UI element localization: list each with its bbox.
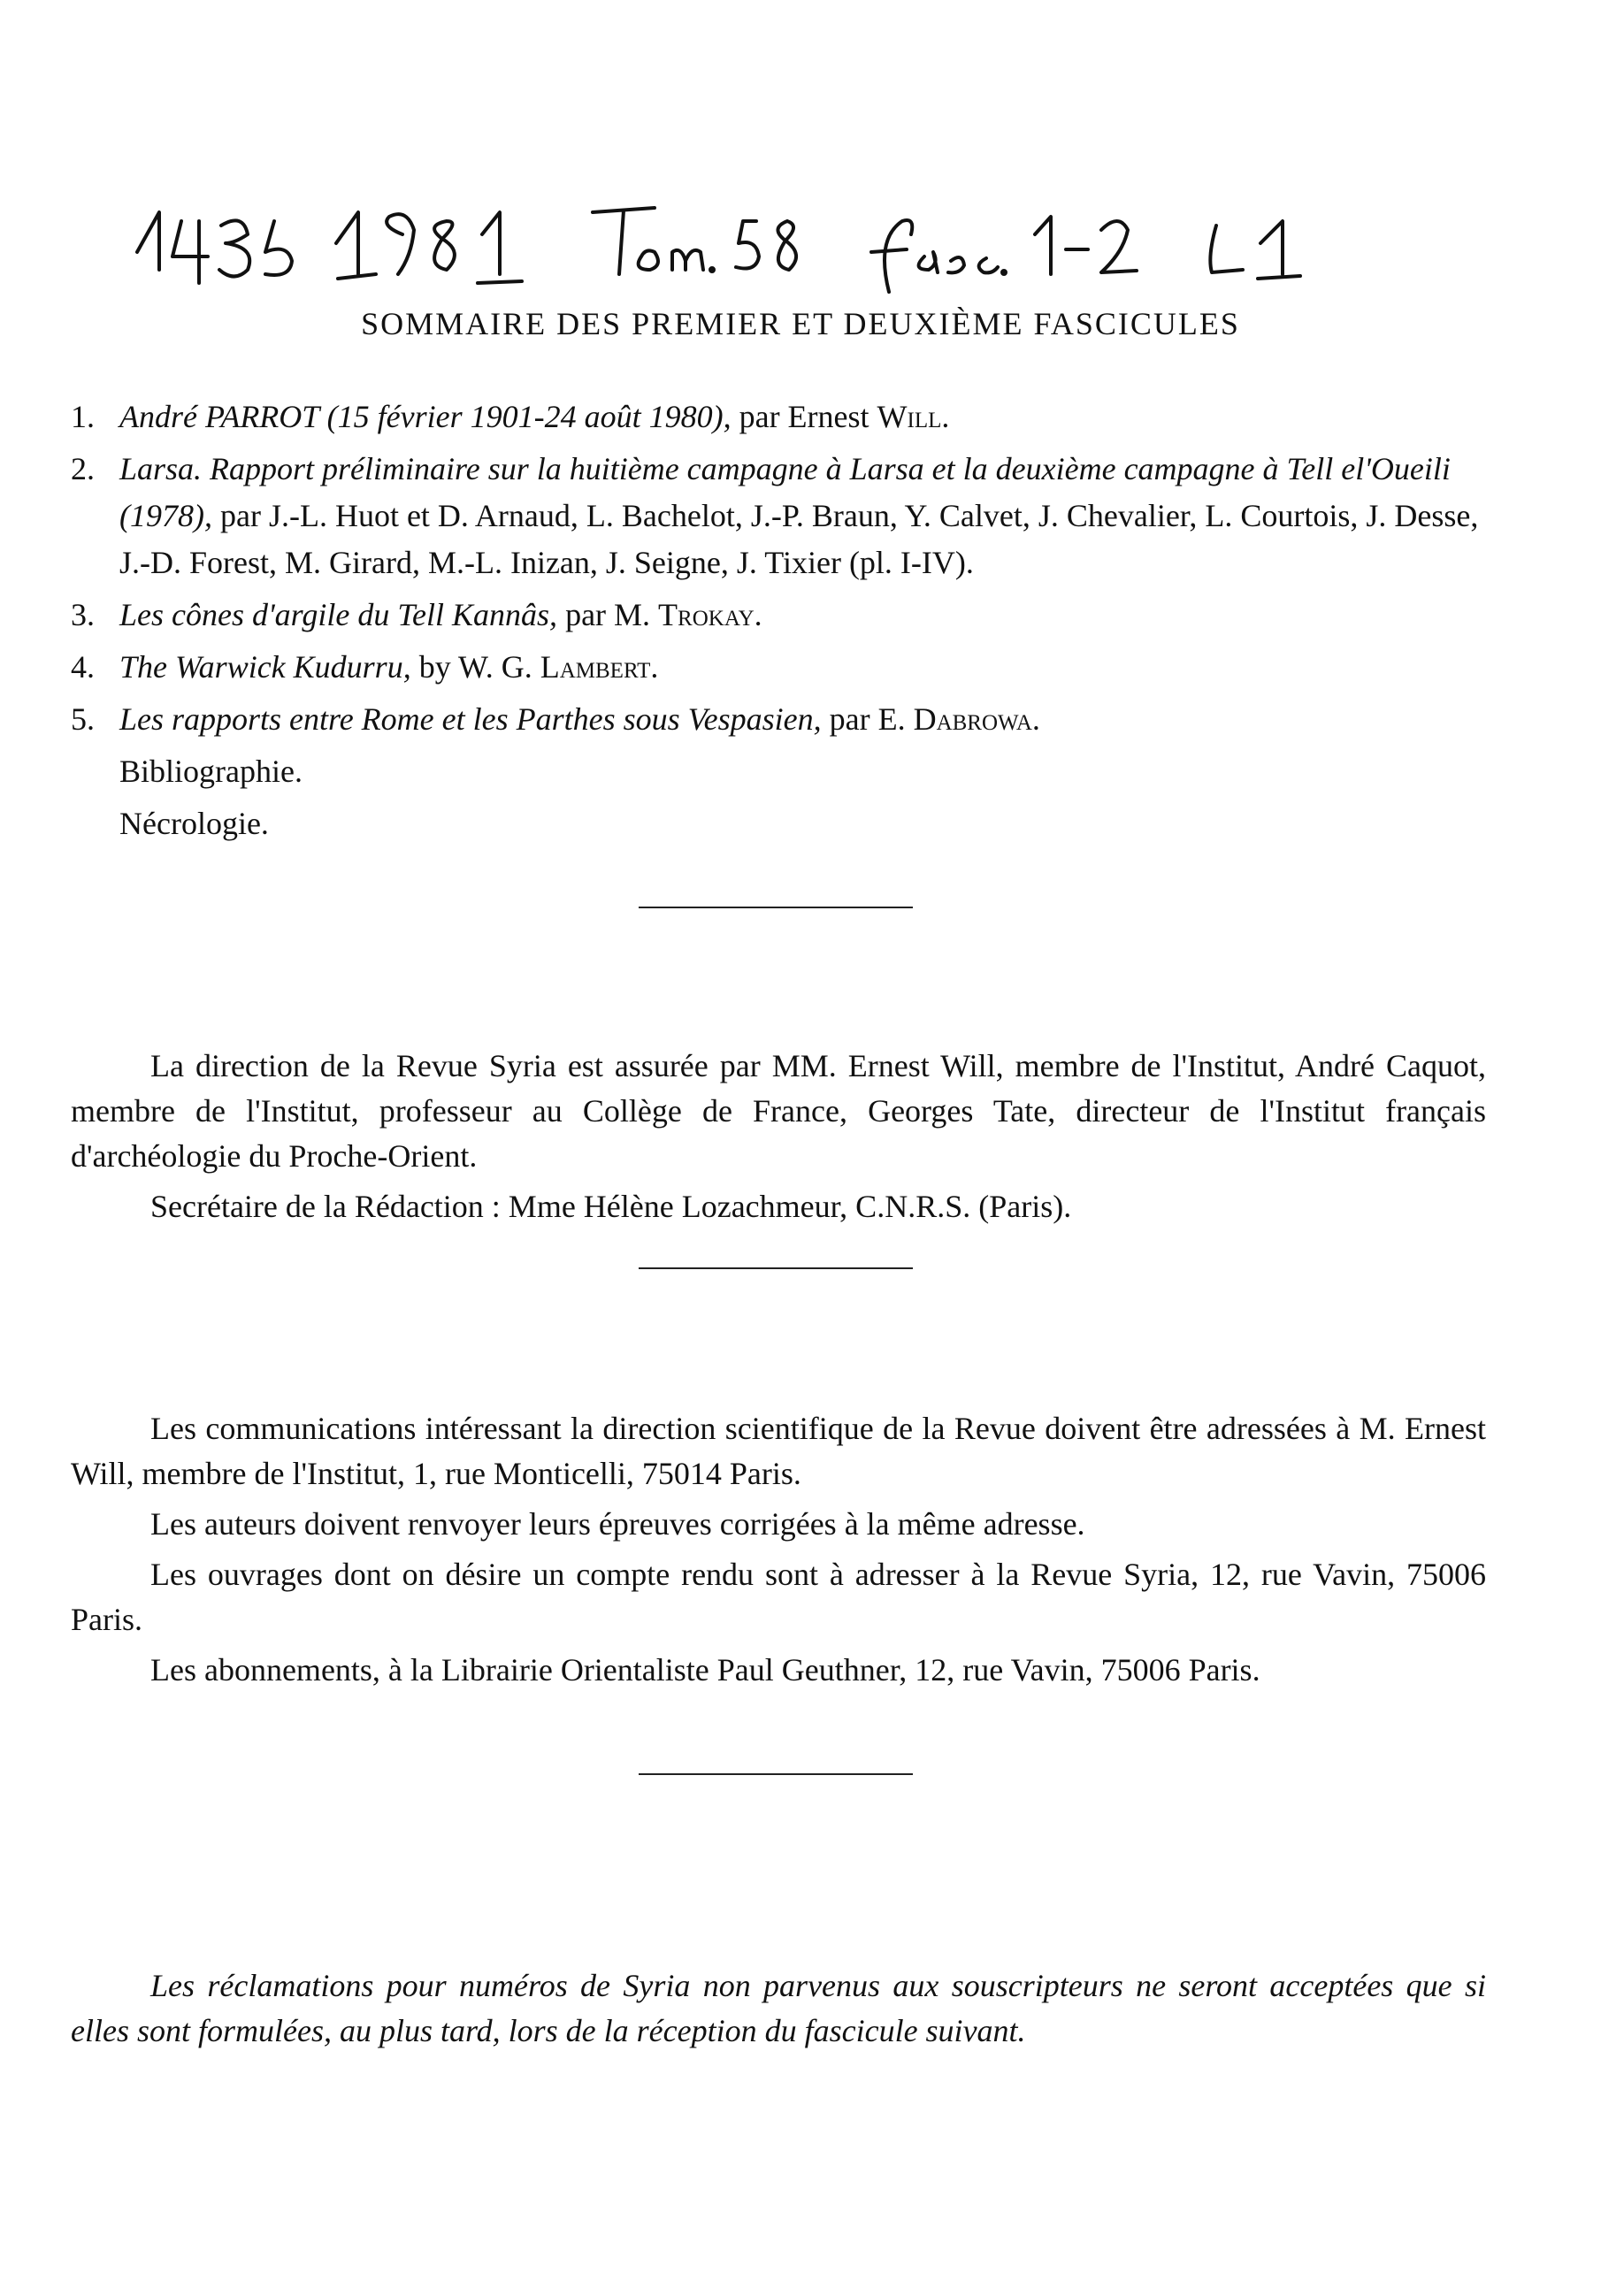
toc-necrologie: Nécrologie. (119, 806, 269, 841)
communications-paragraph: Les communications intéressant la direction scientifique de la Revue doivent être adressées à M. Ernest Will, membre de l'Institut, 1, rue Monticelli, 75014 Paris. (71, 1411, 1486, 1491)
toc-entry-author: Will (877, 399, 942, 434)
toc-entry-tail: . (941, 399, 950, 434)
toc-entry-title: The Warwick Kudurru, (119, 649, 411, 685)
secretary-paragraph: Secrétaire de la Rédaction : Mme Hélène Lozachmeur, C.N.R.S. (Paris). (150, 1189, 1072, 1224)
toc-entry-title: André PARROT (15 février 1901-24 août 1980), (119, 399, 732, 434)
toc-entry-author: Lambert (540, 649, 651, 685)
toc-entry-tail: . (1031, 701, 1040, 737)
toc-entry-number: 5. (71, 701, 95, 737)
toc-entry-byline: par M. (557, 597, 659, 632)
toc-entry-tail: . (650, 649, 659, 685)
toc-entry-title: Larsa. Rapport préliminaire sur la huitième campagne à Larsa et la deuxième campagne à Tell el'Oueili (1978), (119, 451, 1451, 533)
toc-entry-title: Les rapports entre Rome et les Parthes sous Vespasien, (119, 701, 822, 737)
toc-entry (71, 592, 1486, 639)
toc-entry-number: 4. (71, 649, 95, 685)
section-divider (639, 1267, 913, 1269)
communications-section (71, 1406, 1486, 1698)
toc-entry-tail: . (754, 597, 762, 632)
toc-entry-byline: by W. G. (410, 649, 540, 685)
toc-bibliographie: Bibliographie. (119, 754, 303, 789)
toc-entry-title: Les cônes d'argile du Tell Kannâs, (119, 597, 558, 632)
page-title: SOMMAIRE DES PREMIER ET DEUXIÈME FASCICULES (361, 306, 1240, 341)
reviews-paragraph: Les ouvrages dont on désire un compte rendu sont à adresser à la Revue Syria, 12, rue Vavin, 75006 Paris. (71, 1557, 1486, 1637)
toc-entry (71, 446, 1486, 586)
authors-paragraph: Les auteurs doivent renvoyer leurs épreuves corrigées à la même adresse. (150, 1506, 1085, 1542)
toc-entry (71, 696, 1486, 743)
subscriptions-paragraph: Les abonnements, à la Librairie Orientaliste Paul Geuthner, 12, rue Vavin, 75006 Paris. (150, 1652, 1260, 1688)
direction-paragraph: La direction de la Revue Syria est assurée par MM. Ernest Will, membre de l'Institut, André Caquot, membre de l'Institut, professeur au Collège de France, Georges Tate, directeur de l'Institut français d'archéologie du Proche-Orient. (71, 1048, 1486, 1174)
toc-entry-byline: par Ernest (731, 399, 877, 434)
toc-entry-byline: par J.-L. Huot et D. Arnaud, L. Bachelot, J.-P. Braun, Y. Calvet, J. Chevalier, L. Courtois, J. Desse, J.-D. Forest, M. Girard, M.-L. Inizan, J. Seigne, J. Tixier (pl. I-IV). (119, 498, 1479, 580)
toc-entry (71, 394, 1486, 440)
toc-entry-number: 3. (71, 597, 95, 632)
direction-section (71, 1044, 1486, 1235)
table-of-contents (71, 394, 1486, 853)
section-divider (639, 1773, 913, 1775)
handwritten-annotation (133, 186, 1513, 301)
toc-entry-number: 2. (71, 451, 95, 486)
toc-entry-author: Dabrowa (913, 701, 1032, 737)
toc-entry-byline: par E. (821, 701, 914, 737)
claims-notice (71, 1963, 1486, 2059)
toc-entry-number: 1. (71, 399, 95, 434)
claims-notice-text: Les réclamations pour numéros de Syria non parvenus aux souscripteurs ne seront acceptées que si elles sont formulées, au plus tard, lors de la réception du fascicule suivant. (71, 1968, 1486, 2048)
toc-entry (71, 644, 1486, 691)
section-divider (639, 907, 913, 908)
toc-entry-author: Trokay (658, 597, 755, 632)
